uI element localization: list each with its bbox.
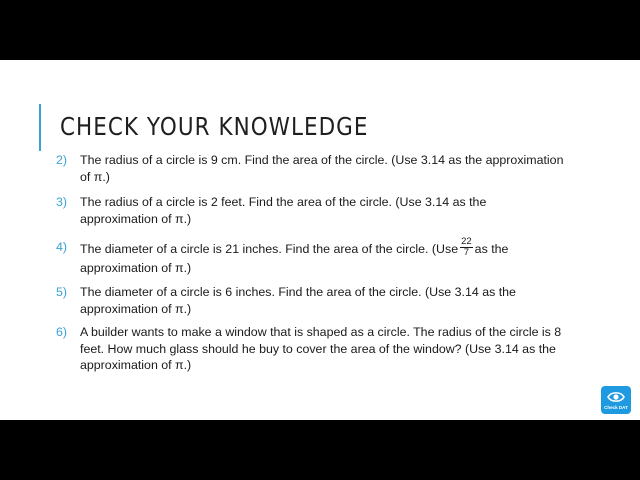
question-number: 4)	[56, 240, 68, 254]
question-text: The diameter of a circle is 6 inches. Find the area of the circle. (Use 3.14 as the approximation of π.)	[80, 285, 516, 316]
question-text-end: as the approximation of π.)	[80, 241, 509, 275]
question-text: The radius of a circle is 9 cm. Find the area of the circle. (Use 3.14 as the approximation of π.)	[80, 153, 564, 184]
check-badge-button[interactable]	[601, 386, 631, 414]
title-accent-bar	[39, 104, 41, 151]
question-text-start: The diameter of a circle is 21 inches. Find the area of the circle. (Use	[80, 241, 459, 256]
question-text	[80, 236, 564, 277]
question-number: 2)	[56, 153, 68, 167]
eye-icon	[607, 390, 625, 404]
fraction-denominator: 7	[463, 247, 470, 258]
slide-title: CHECK YOUR KNOWLEDGE	[60, 112, 369, 141]
fraction	[460, 237, 473, 258]
question-text: A builder wants to make a window that is shaped as a circle. The radius of the circle is 8 feet. How much glass should he buy to cover the area of the window? (Use 3.14 as the approximation of π.)	[80, 325, 562, 372]
letterbox-top	[0, 0, 640, 60]
letterbox-bottom	[0, 420, 640, 480]
fraction-numerator: 22	[461, 236, 472, 247]
slide	[0, 60, 640, 420]
question-number: 3)	[56, 195, 68, 209]
badge-label: Check DAT	[604, 405, 628, 410]
question-text: The radius of a circle is 2 feet. Find the area of the circle. (Use 3.14 as the approximation of π.)	[80, 195, 487, 226]
question-number: 6)	[56, 325, 68, 339]
question-number: 5)	[56, 285, 68, 299]
